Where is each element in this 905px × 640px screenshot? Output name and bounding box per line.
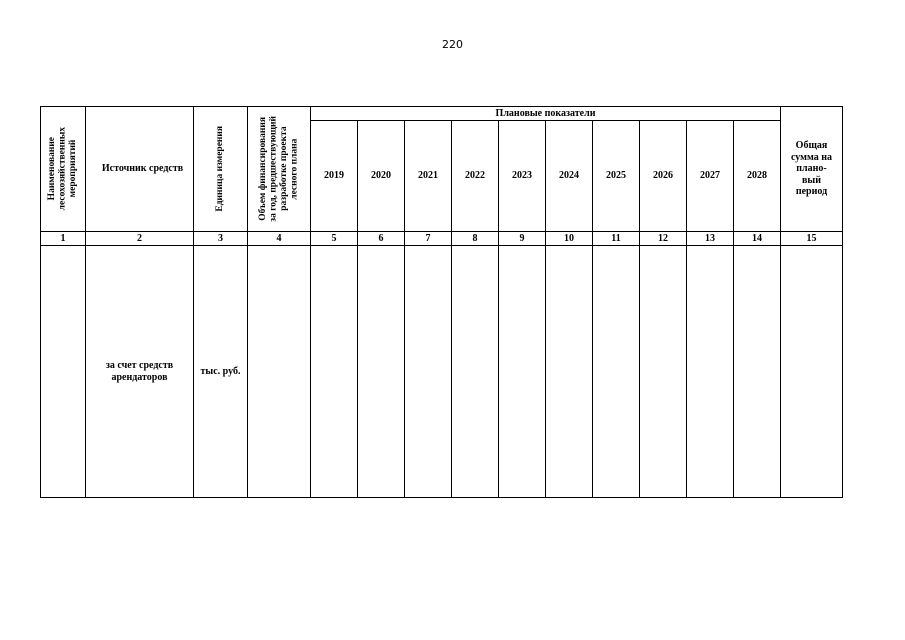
- column-number: 3: [194, 232, 248, 246]
- column-number: 11: [593, 232, 640, 246]
- cell-year-value: [640, 246, 687, 498]
- cell-funding-source: за счет средств арендаторов: [86, 246, 194, 498]
- header-year: 2021: [405, 121, 452, 232]
- header-prior-year-volume: Объем финансирования за год, предшествующий разработке проекта лесного плана: [248, 107, 311, 232]
- column-number: 2: [86, 232, 194, 246]
- column-number: 5: [311, 232, 358, 246]
- header-year: 2019: [311, 121, 358, 232]
- cell-year-value: [687, 246, 734, 498]
- column-number: 12: [640, 232, 687, 246]
- column-number: 15: [781, 232, 843, 246]
- column-number: 1: [41, 232, 86, 246]
- cell-activity: [41, 246, 86, 498]
- header-total-amount: Общая сумма на плано- вый период: [781, 107, 843, 232]
- cell-total: [781, 246, 843, 498]
- cell-year-value: [452, 246, 499, 498]
- cell-year-value: [499, 246, 546, 498]
- header-funding-source: Источник средств: [86, 107, 194, 232]
- column-number: 13: [687, 232, 734, 246]
- cell-prior-year: [248, 246, 311, 498]
- header-year: 2023: [499, 121, 546, 232]
- column-number: 8: [452, 232, 499, 246]
- header-year: 2024: [546, 121, 593, 232]
- column-number: 14: [734, 232, 781, 246]
- cell-year-value: [593, 246, 640, 498]
- cell-year-value: [734, 246, 781, 498]
- page-number: 220: [442, 38, 463, 51]
- column-number: 10: [546, 232, 593, 246]
- cell-year-value: [546, 246, 593, 498]
- header-planned-indicators: Плановые показатели: [311, 107, 781, 121]
- header-activity-name: Наименование лесохозяйственных мероприятий: [41, 107, 86, 232]
- header-year: 2026: [640, 121, 687, 232]
- header-unit: Единица измерения: [194, 107, 248, 232]
- header-year: 2025: [593, 121, 640, 232]
- planning-table: [40, 106, 843, 498]
- header-year: 2022: [452, 121, 499, 232]
- cell-year-value: [358, 246, 405, 498]
- cell-year-value: [311, 246, 358, 498]
- header-year: 2027: [687, 121, 734, 232]
- column-number: 6: [358, 232, 405, 246]
- column-number: 4: [248, 232, 311, 246]
- header-year: 2020: [358, 121, 405, 232]
- cell-year-value: [405, 246, 452, 498]
- cell-unit: тыс. руб.: [194, 246, 248, 498]
- header-year: 2028: [734, 121, 781, 232]
- column-number: 9: [499, 232, 546, 246]
- column-number: 7: [405, 232, 452, 246]
